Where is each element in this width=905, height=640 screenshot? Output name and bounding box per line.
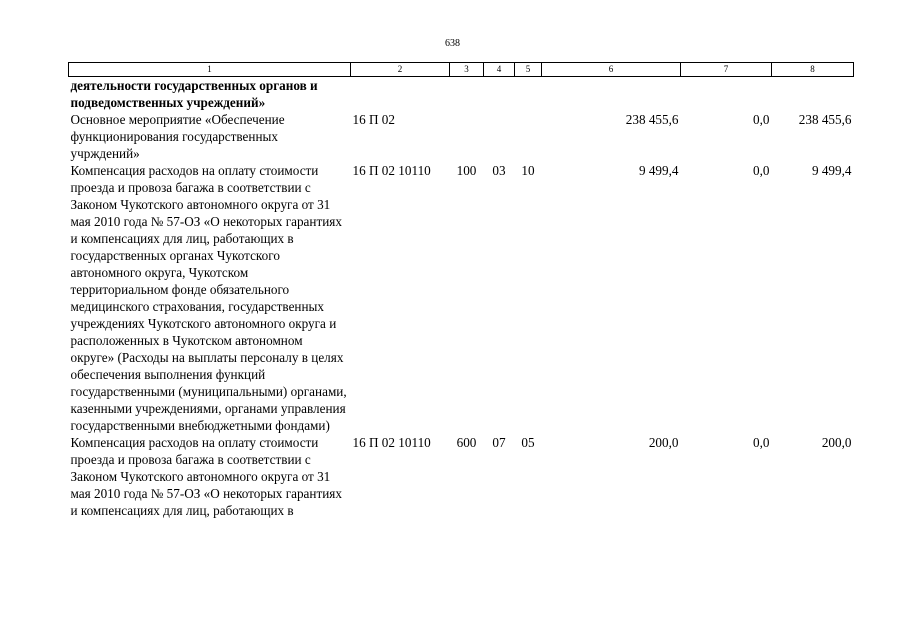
budget-table xyxy=(68,62,854,519)
row-expense-type xyxy=(450,111,484,162)
row-amount-regional: 238 455,6 xyxy=(798,112,852,127)
row-expense-type: 100 xyxy=(456,163,477,178)
row-amount-federal: 0,0 xyxy=(753,435,770,450)
row-section: 07 xyxy=(492,435,506,450)
row-section: 03 xyxy=(492,163,506,178)
table-row xyxy=(69,162,854,434)
row-target-code: 16 П 02 10110 xyxy=(352,435,431,450)
row-amount-total xyxy=(542,77,681,112)
column-header-2: 2 xyxy=(351,63,450,77)
row-name: Компенсация расходов на оплату стоимости проезда и провоза багажа в соответствии с Законом Чукотского автономного округа от 31 мая 2010 года № 57-ОЗ «О некоторых гарантиях и компенсациях для лиц, работающих в xyxy=(70,435,342,518)
table-row xyxy=(69,77,854,112)
row-target-code: 16 П 02 xyxy=(352,112,395,127)
row-amount-regional: 200,0 xyxy=(821,435,852,450)
row-subsection xyxy=(515,77,542,112)
table-row xyxy=(69,111,854,162)
row-amount-regional xyxy=(772,77,854,112)
row-expense-type: 600 xyxy=(456,435,477,450)
row-subsection: 05 xyxy=(521,435,535,450)
row-amount-total: 9 499,4 xyxy=(638,163,679,178)
column-header-8: 8 xyxy=(772,63,854,77)
row-name: Компенсация расходов на оплату стоимости проезда и провоза багажа в соответствии с Законом Чукотского автономного округа от 31 мая 2010 года № 57-ОЗ «О некоторых гарантиях и компенсациях для лиц, работающих в государственных органах Чукотского автономного округа, Чукотском территориальном фонде обязательного медицинского страхования, государственных учреждениях Чукотского автономного округа и расположенных в Чукотском автономном округе» (Расходы на выплаты персоналу в целях обеспечения выполнения функций государственными (муниципальными) органами, казенными учреждениями, органами управления государственными внебюджетными фондами) xyxy=(70,163,347,433)
row-section xyxy=(484,111,515,162)
row-name: Основное мероприятие «Обеспечение функционирования государственных учрждений» xyxy=(70,112,285,161)
row-target-code xyxy=(351,77,450,112)
row-name: деятельности государственных органов и подведомственных учреждений» xyxy=(70,78,318,110)
column-number-header-row xyxy=(69,63,854,77)
row-subsection: 10 xyxy=(521,163,535,178)
row-target-code: 16 П 02 10110 xyxy=(352,163,431,178)
table-row xyxy=(69,434,854,519)
row-amount-federal: 0,0 xyxy=(753,163,770,178)
row-subsection xyxy=(515,111,542,162)
row-amount-federal xyxy=(681,77,772,112)
row-amount-total: 238 455,6 xyxy=(625,112,679,127)
column-header-5: 5 xyxy=(515,63,542,77)
row-expense-type xyxy=(450,77,484,112)
row-amount-total: 200,0 xyxy=(648,435,679,450)
column-header-6: 6 xyxy=(542,63,681,77)
row-amount-regional: 9 499,4 xyxy=(811,163,852,178)
row-amount-federal: 0,0 xyxy=(753,112,770,127)
column-header-3: 3 xyxy=(450,63,484,77)
page-number: 638 xyxy=(445,38,460,49)
column-header-7: 7 xyxy=(681,63,772,77)
column-header-4: 4 xyxy=(484,63,515,77)
row-section xyxy=(484,77,515,112)
column-header-1: 1 xyxy=(69,63,351,77)
